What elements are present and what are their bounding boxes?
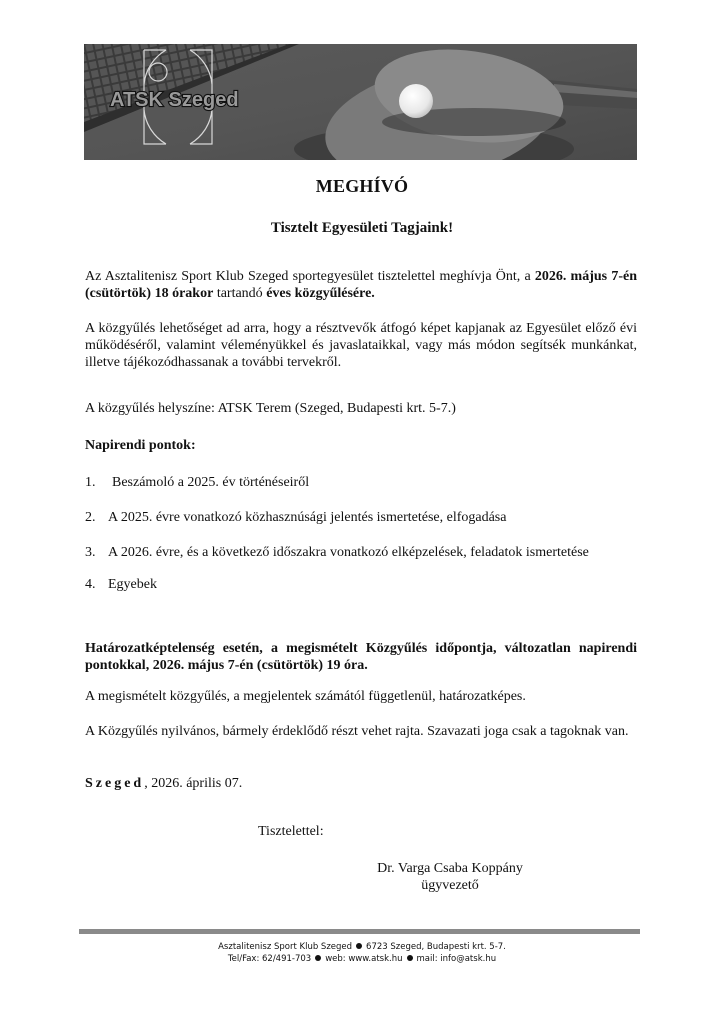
agenda-item [85,474,309,491]
bullet-icon [407,955,413,961]
footer-address: 6723 Szeged, Budapesti krt. 5-7. [366,942,506,952]
signatory-name: Dr. Varga Csaba Koppány [377,861,523,876]
agenda-item [85,544,589,561]
agenda-item-number: 1. [85,475,96,490]
footer-line-1 [0,942,724,952]
agenda-item [85,509,506,526]
footer-org: Asztalitenisz Sport Klub Szeged [218,942,353,952]
agenda-item-text: Egyebek [108,577,157,592]
footer-line-2 [0,954,724,964]
agenda-item-text: A 2026. évre, és a következő időszakra vonatkozó elképzelések, feladatok ismertetése [108,545,589,560]
intro-text-2: tartandó [213,286,267,301]
agenda-item-text: A 2025. évre vonatkozó közhasznúsági jelentés ismertetése, elfogadása [108,510,507,525]
footer-mail-link[interactable]: mail: info@atsk.hu [416,954,497,964]
agenda-heading: Napirendi pontok: [85,438,196,453]
footer-web-link[interactable]: web: www.atsk.hu [325,954,403,964]
logo-text: ATSK Szeged [110,89,239,111]
agenda-item-text: Beszámoló a 2025. év történéseiről [112,475,310,490]
date: , 2026. április 07. [144,776,243,791]
public-notice: A Közgyűlés nyilvános, bármely érdeklődő részt vehet rajta. Szavazati joga csak a tagoknak van. [85,724,629,739]
meeting-type: éves közgyűlésére. [266,286,375,301]
quorum-notice: Határozatképtelenség esetén, a megismételt Közgyűlés időpontja, változatlan napirendi pontokkal, 2026. május 7-én (csütörtök) 19 óra. [85,641,637,673]
agenda-item-number: 2. [85,510,96,525]
purpose-paragraph: A közgyűlés lehetőséget ad arra, hogy a résztvevők átfogó képet kapjanak az Egyesület előző évi működéséről, valamint véleményükkel és javaslataikkal, vagy más módon segítsék munkánkat, illetve tájékozódhassanak a további tervekről. [85,321,637,370]
footer-divider [79,929,640,934]
repeat-meeting-notice: A megismételt közgyűlés, a megjelentek számától függetlenül, határozatképes. [85,689,526,704]
agenda-item-number: 4. [85,577,96,592]
place-date-line [85,775,637,792]
salutation: Tisztelt Egyesületi Tagjaink! [270,220,454,236]
table-tennis-photo [84,44,637,160]
bullet-icon [356,943,362,949]
agenda-item-number: 3. [85,545,96,560]
place: Szeged [85,776,145,791]
meeting-datetime: 2026. május 7-én (csütörtök) 18 órakor [85,269,637,301]
signatory-role: ügyvezető [421,878,479,893]
bullet-icon [315,955,321,961]
intro-text: Az Asztalitenisz Sport Klub Szeged sportegyesület tisztelettel meghívja Önt, a [85,269,535,284]
agenda-item [85,576,157,593]
footer-phone: Tel/Fax: 62/491-703 [227,954,312,964]
header-banner-image [84,44,637,160]
intro-paragraph [85,268,637,302]
closing-phrase: Tisztelettel: [258,824,324,839]
location-paragraph: A közgyűlés helyszíne: ATSK Terem (Szeged, Budapesti krt. 5-7.) [85,401,456,416]
document-title: MEGHÍVÓ [315,176,409,196]
